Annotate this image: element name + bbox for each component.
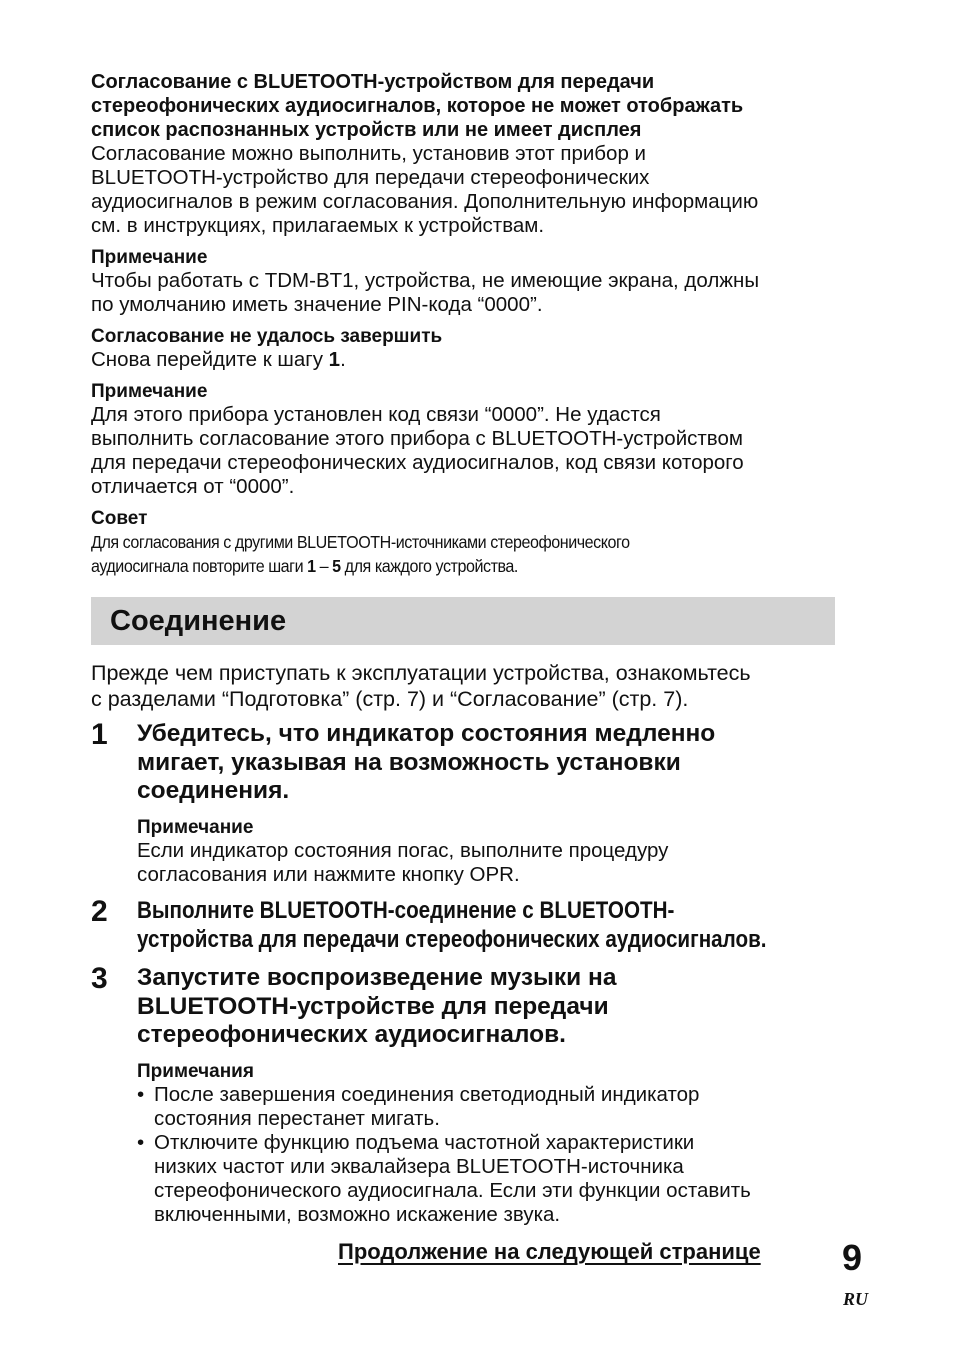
note-title: Примечание	[91, 381, 208, 402]
step-reference: 1	[307, 556, 316, 576]
step-heading-line: стереофонических аудиосигналов.	[137, 1021, 566, 1048]
note-line: для передачи стереофонических аудиосигналов, код связи которого	[91, 451, 744, 474]
step-heading-line: BLUETOOTH-устройстве для передачи	[137, 992, 609, 1020]
bullet-icon: •	[137, 1082, 145, 1106]
note-pin-code	[91, 269, 836, 317]
pairing-no-display-heading	[91, 70, 836, 142]
step-number: 3	[91, 962, 108, 995]
step-heading-line: Убедитесь, что индикатор состояния медленно	[137, 720, 716, 747]
step-body	[137, 720, 837, 887]
step-reference: 5	[332, 556, 341, 576]
tip-dash: –	[315, 556, 333, 576]
bullet-line: После завершения соединения светодиодный индикатор	[154, 1082, 700, 1106]
body-line: BLUETOOTH-устройство для передачи стереофонических	[91, 166, 650, 189]
bullet-line: состояния перестанет мигать.	[154, 1106, 440, 1130]
note-title: Примечание	[91, 247, 208, 268]
section-intro	[91, 660, 836, 712]
note-line: выполнить согласование этого прибора с BLUETOOTH-устройством	[91, 427, 743, 450]
pairing-no-display-block	[91, 70, 836, 578]
tip-line: Для согласования с другими BLUETOOTH-источниками стереофонического	[91, 532, 630, 552]
note-line: Если индикатор состояния погас, выполните процедуру	[137, 838, 669, 862]
list-item	[137, 1131, 837, 1227]
tip-text	[91, 530, 836, 578]
intro-line: с разделами “Подготовка” (стр. 7) и “Согласование” (стр. 7).	[91, 687, 689, 711]
heading-line: Согласование с BLUETOOTH-устройством для передачи	[91, 71, 655, 93]
intro-text	[91, 660, 836, 712]
step-heading	[137, 964, 837, 1050]
step-reference: 1	[328, 348, 341, 371]
tip-line-end: для каждого устройства.	[340, 556, 518, 576]
step-heading-line: соединения.	[137, 777, 290, 804]
note-passkey	[91, 403, 836, 499]
body-line: аудиосигналов в режим согласования. Дополнительную информацию	[91, 190, 759, 213]
note-line: Для этого прибора установлен код связи “0000”. Не удастся	[91, 403, 661, 426]
bullet-line: стереофонического аудиосигнала. Если эти функции оставить	[154, 1178, 751, 1202]
note-line: согласования или нажмите кнопку OPR.	[137, 862, 520, 886]
bullet-icon: •	[137, 1130, 145, 1154]
body-line: Согласование можно выполнить, установив этот прибор и	[91, 142, 647, 165]
bullet-line: включенными, возможно искажение звука.	[154, 1202, 561, 1226]
notes-title: Примечания	[137, 1060, 254, 1082]
note-line: по умолчанию иметь значение PIN-кода “0000”.	[91, 293, 543, 316]
note-line: Чтобы работать с TDM-BT1, устройства, не имеющие экрана, должны	[91, 269, 760, 292]
intro-line: Прежде чем приступать к эксплуатации устройства, ознакомьтесь	[91, 661, 751, 685]
tip-title: Совет	[91, 508, 148, 529]
step-body	[137, 897, 837, 954]
step-number: 1	[91, 718, 108, 751]
section-header-bar	[91, 597, 835, 645]
step-body	[137, 964, 837, 1227]
heading-line: список распознанных устройств или не имеет дисплея	[91, 119, 642, 141]
fail-text-end: .	[340, 348, 346, 371]
step-note	[137, 839, 837, 887]
list-item	[137, 1083, 837, 1131]
body-line: см. в инструкциях, прилагаемых к устройствам.	[91, 214, 545, 237]
tip-line: аудиосигнала повторите шаги	[91, 556, 308, 576]
page-number: 9	[842, 1237, 863, 1278]
section-title: Соединение	[110, 605, 287, 637]
continued-next-page: Продолжение на следующей странице	[338, 1239, 761, 1264]
bullet-line: Отключите функцию подъема частотной характеристики	[154, 1130, 695, 1154]
pairing-failed-title: Согласование не удалось завершить	[91, 326, 443, 347]
notes-list	[137, 1083, 837, 1227]
note-line: отличается от “0000”.	[91, 475, 295, 498]
step-heading-line: Выполните BLUETOOTH-соединение с BLUETOOTH-	[137, 897, 675, 924]
pairing-no-display-body	[91, 142, 836, 238]
pairing-failed-text	[91, 348, 836, 372]
step-heading-line: мигает, указывая на возможность установки	[137, 748, 681, 776]
language-code: RU	[843, 1289, 869, 1309]
bullet-line: низких частот или эквалайзера BLUETOOTH-источника	[154, 1154, 684, 1178]
step-heading-line: устройства для передачи стереофонических аудиосигналов.	[137, 925, 767, 953]
fail-text: Снова перейдите к шагу	[91, 348, 329, 371]
step-heading-line: Запустите воспроизведение музыки на	[137, 964, 617, 991]
step-number: 2	[91, 895, 108, 928]
heading-line: стереофонических аудиосигналов, которое не может отображать	[91, 95, 744, 117]
note-title: Примечание	[137, 816, 254, 838]
step-heading	[137, 897, 842, 954]
step-heading	[137, 720, 837, 806]
